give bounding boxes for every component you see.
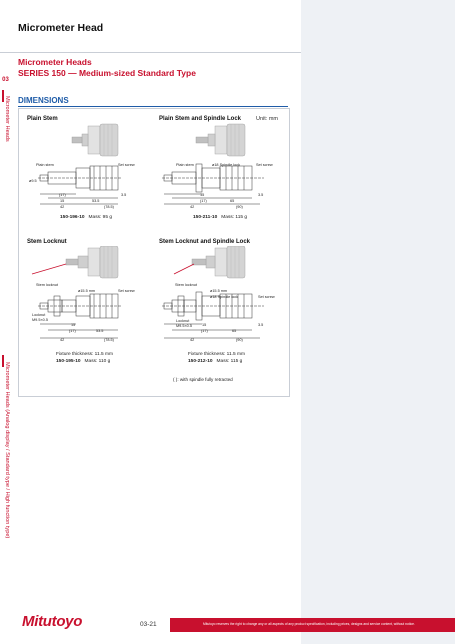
dim-d5: (78.5) <box>104 338 114 342</box>
dim-d3: 53.5 <box>92 199 100 203</box>
dim-d1: 15 <box>202 323 207 327</box>
caption-plain-stem-spindle-lock: 150-211-10 Mass: 115 g <box>193 215 248 220</box>
label-plain-stem: Plain stem <box>176 163 194 167</box>
photo-micrometer-head <box>174 246 245 278</box>
dim-dia: ø9.5 <box>29 179 37 183</box>
panel-title-stem-locknut: Stem Locknut <box>27 239 67 245</box>
mitutoyo-logo: Mitutoyo <box>22 613 83 630</box>
label-nut-diameter: ø15.5 mm <box>210 289 228 293</box>
panel-title-plain-stem-spindle-lock: Plain Stem and Spindle Lock <box>159 116 242 122</box>
dim-d5: (90) <box>236 205 243 209</box>
unit-label: Unit: mm <box>256 116 278 122</box>
dim-d2: (17) <box>69 329 76 333</box>
header-rule <box>0 52 301 53</box>
label-stem-locknut: Stem locknut <box>175 283 197 287</box>
photo-micrometer-head <box>72 124 118 156</box>
dim-d6: 3.5 <box>258 323 264 327</box>
label-spindle-lock: ø18 Spindle lock <box>210 295 239 299</box>
dim-d2: (17) <box>201 329 208 333</box>
caption-fixture-thickness: Fixture thickness: 11.5 mm <box>188 352 245 357</box>
page-header-title: Micrometer Head <box>18 22 104 34</box>
dimensions-heading: DIMENSIONS <box>18 96 69 105</box>
chapter-label-top: Micrometer Heads <box>4 96 10 142</box>
dim-d6: 3.5 <box>258 193 264 197</box>
drawing-stem-locknut <box>26 246 146 346</box>
dim-d1: 15 <box>60 199 65 203</box>
label-thread: M9.5×0.5 <box>176 324 192 328</box>
dim-d2: (17) <box>200 199 207 203</box>
label-plain-stem: Plain stem <box>36 163 54 167</box>
caption-stem-locknut-spindle-lock: 150-212-10 Mass: 115 g <box>188 359 243 364</box>
chapter-number: 03 <box>2 77 9 83</box>
caption-plain-stem: 150-196-10 Mass: 95 g <box>60 215 113 220</box>
label-set-screw: Set screw <box>118 289 135 293</box>
label-stem-locknut: Stem locknut <box>36 283 58 287</box>
line-drawing <box>38 294 122 338</box>
footnote: ( ): with spindle fully retracted <box>173 377 233 382</box>
line-drawing <box>162 164 264 204</box>
photo-micrometer-head <box>196 124 245 156</box>
dim-d4: 42 <box>190 338 195 342</box>
dimensions-rule <box>18 106 288 107</box>
chapter-label-bottom: Micrometer Heads (Analog display / Standard type / High function type) <box>4 362 10 539</box>
dim-d1: 15 <box>200 193 205 197</box>
label-set-screw: Set screw <box>118 163 135 167</box>
section-subtitle: SERIES 150 — Medium-sized Standard Type <box>18 68 196 78</box>
label-locknut: Locknut <box>32 313 46 317</box>
caption-fixture-thickness: Fixture thickness: 11.5 mm <box>56 352 113 357</box>
caption-stem-locknut: 150-195-10 Mass: 110 g <box>56 359 111 364</box>
page-number: 03-21 <box>140 621 157 628</box>
label-spindle-lock: ø18 Spindle lock <box>212 163 241 167</box>
dim-d2: (17) <box>59 193 66 197</box>
dim-d6: 3.5 <box>121 193 127 197</box>
dim-d5: (90) <box>236 338 243 342</box>
photo-micrometer-head <box>32 246 118 278</box>
side-margin-panel <box>301 0 455 644</box>
label-set-screw: Set screw <box>258 295 275 299</box>
label-set-screw: Set screw <box>256 163 273 167</box>
label-locknut: Locknut <box>176 319 190 323</box>
label-nut-diameter: ø15.5 mm <box>78 289 96 293</box>
dim-d3: 65 <box>230 199 235 203</box>
label-thread: M9.5×0.5 <box>32 318 48 322</box>
dim-d4: 42 <box>60 205 65 209</box>
section-title: Micrometer Heads <box>18 57 92 67</box>
dim-d4: 42 <box>190 205 195 209</box>
line-drawing <box>38 166 122 204</box>
panel-title-stem-locknut-spindle-lock: Stem Locknut and Spindle Lock <box>159 239 251 245</box>
dim-d4: 42 <box>60 338 65 342</box>
footer-disclaimer: Mitutoyo reserves the right to change any or all aspects of any product specification, including prices, designs and service content, without notice. <box>203 622 415 626</box>
dim-d5: (78.5) <box>104 205 114 209</box>
panel-title-plain-stem: Plain Stem <box>27 116 58 122</box>
dim-d1: 15 <box>71 323 76 327</box>
dim-d3: 53.5 <box>96 329 104 333</box>
dim-d3: 65 <box>232 329 237 333</box>
